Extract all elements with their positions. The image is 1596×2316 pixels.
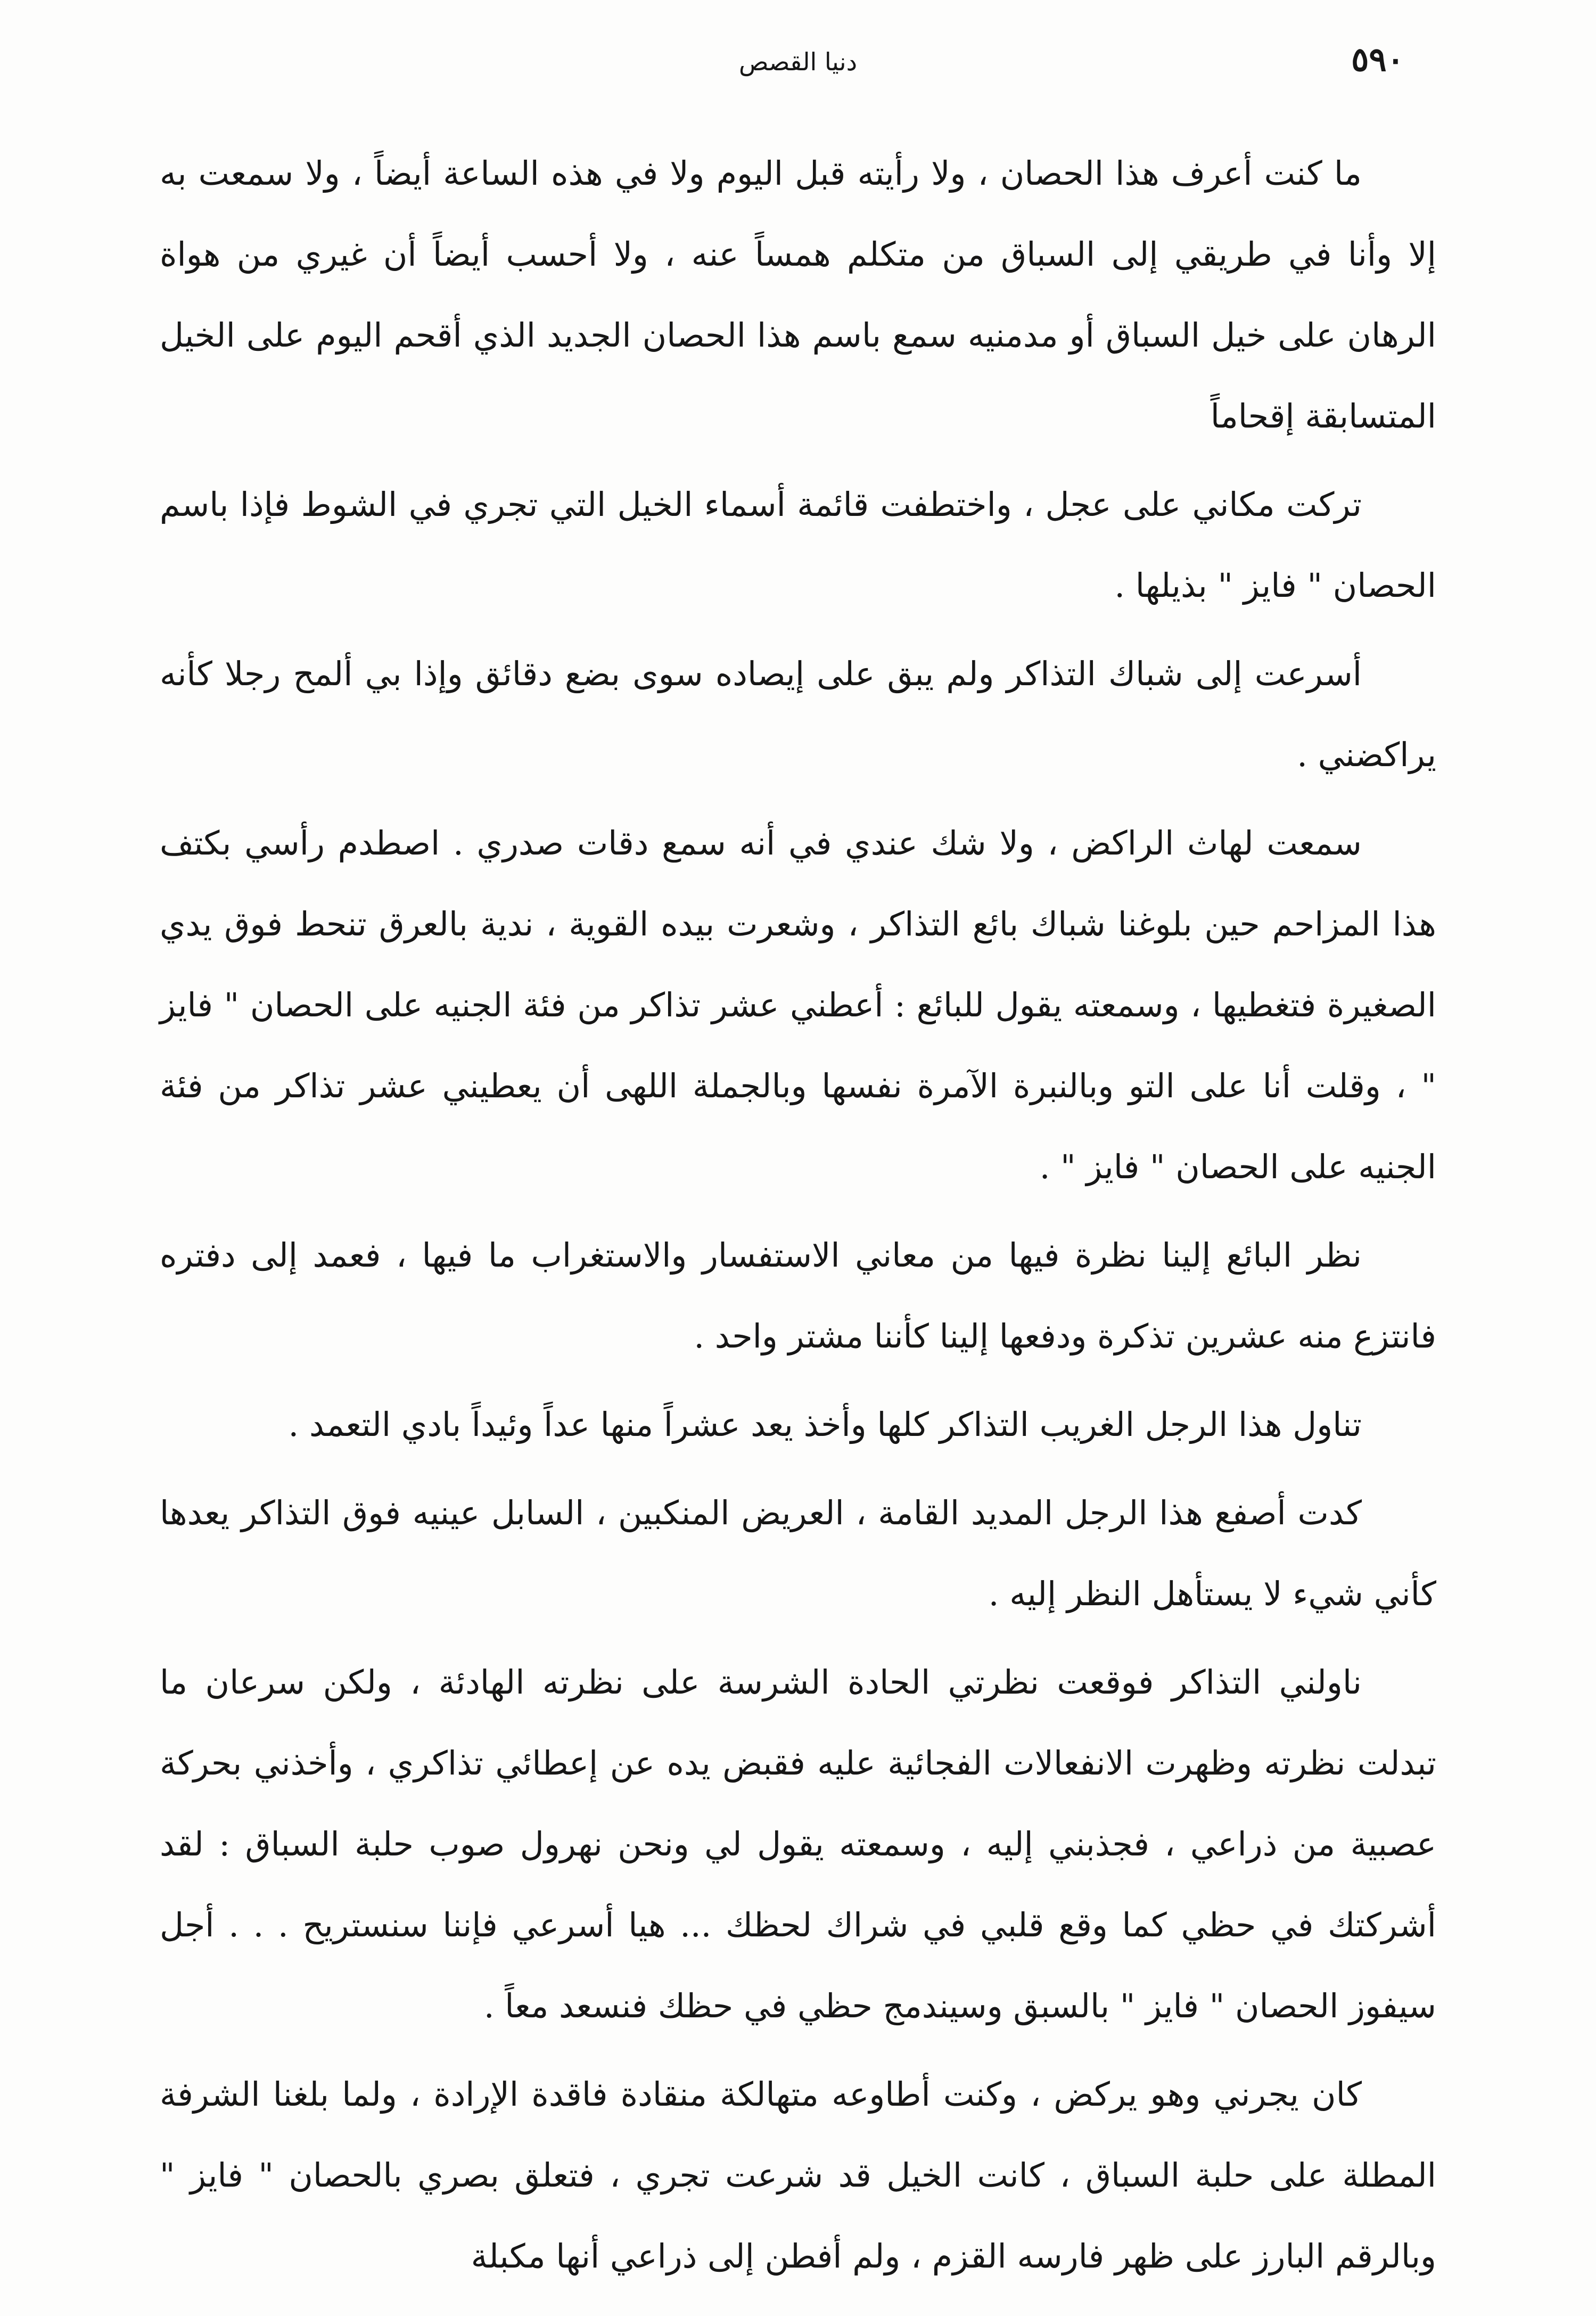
body-text [160,133,1436,2304]
paragraph: نظر البائع إلينا نظرة فيها من معاني الاستفسار والاستغراب ما فيها ، فعمد إلى دفتره فانتزع منه عشرين تذكرة ودفعها إلينا كأننا مشتر واحد . [160,1236,1436,1356]
paragraph: تناول هذا الرجل الغريب التذاكر كلها وأخذ يعد عشراً منها عداً وئيداً بادي التعمد . [288,1405,1362,1444]
page-number: ٥٩٠ [1351,40,1404,79]
page-header [160,29,1436,93]
paragraph: ناولني التذاكر فوقعت نظرتي الحادة الشرسة على نظرته الهادئة ، ولكن سرعان ما تبدلت نظرته وظهرت الانفعالات الفجائية عليه فقبض يده عن إعطائي تذاكري ، وأخذني بحركة عصبية من ذراعي ، فجذبني إليه ، وسمعته يقول لي ونحن نهرول صوب حلبة السباق : لقد أشركتك في حظي كما وقع قلبي في شراك لحظك ... هيا أسرعي فإننا سنستريح . . . أجل سيفوز الحصان " فايز " بالسبق وسيندمج حظي في حظك فنسعد معاً . [160,1663,1436,2025]
paragraph: أسرعت إلى شباك التذاكر ولم يبق على إيصاده سوى بضع دقائق وإذا بي ألمح رجلا كأنه يراكضني . [160,654,1436,774]
running-title: دنيا القصص [738,47,858,76]
paragraph: كدت أصفع هذا الرجل المديد القامة ، العريض المنكبين ، السابل عينيه فوق التذاكر يعدها كأني شيء لا يستأهل النظر إليه . [160,1493,1436,1613]
paragraph: ما كنت أعرف هذا الحصان ، ولا رأيته قبل اليوم ولا في هذه الساعة أيضاً ، ولا سمعت به إلا وأنا في طريقي إلى السباق من متكلم همساً عنه ، ولا أحسب أيضاً أن غيري من هواة الرهان على خيل السباق أو مدمنيه سمع باسم هذا الحصان الجديد الذي أقحم اليوم على الخيل المتسابقة إقحاماً [160,154,1436,436]
paragraph: كان يجرني وهو يركض ، وكنت أطاوعه متهالكة منقادة فاقدة الإرادة ، ولما بلغنا الشرفة المطلة على حلبة السباق ، كانت الخيل قد شرعت تجري ، فتعلق بصري بالحصان " فايز " وبالرقم البارز على ظهر فارسه القزم ، ولم أفطن إلى ذراعي أنها مكبلة [160,2075,1436,2276]
paragraph: تركت مكاني على عجل ، واختطفت قائمة أسماء الخيل التي تجري في الشوط فإذا باسم الحصان " فايز " بذيلها . [160,485,1436,605]
paragraph: سمعت لهاث الراكض ، ولا شك عندي في أنه سمع دقات صدري . اصطدم رأسي بكتف هذا المزاحم حين بلوغنا شباك بائع التذاكر ، وشعرت بيده القوية ، ندية بالعرق تنحط فوق يدي الصغيرة فتغطيها ، وسمعته يقول للبائع : أعطني عشر تذاكر من فئة الجنيه على الحصان " فايز " ، وقلت أنا على التو وبالنبرة الآمرة نفسها وبالجملة اللهى أن يعطيني عشر تذاكر من فئة الجنيه على الحصان " فايز " . [160,824,1436,1186]
